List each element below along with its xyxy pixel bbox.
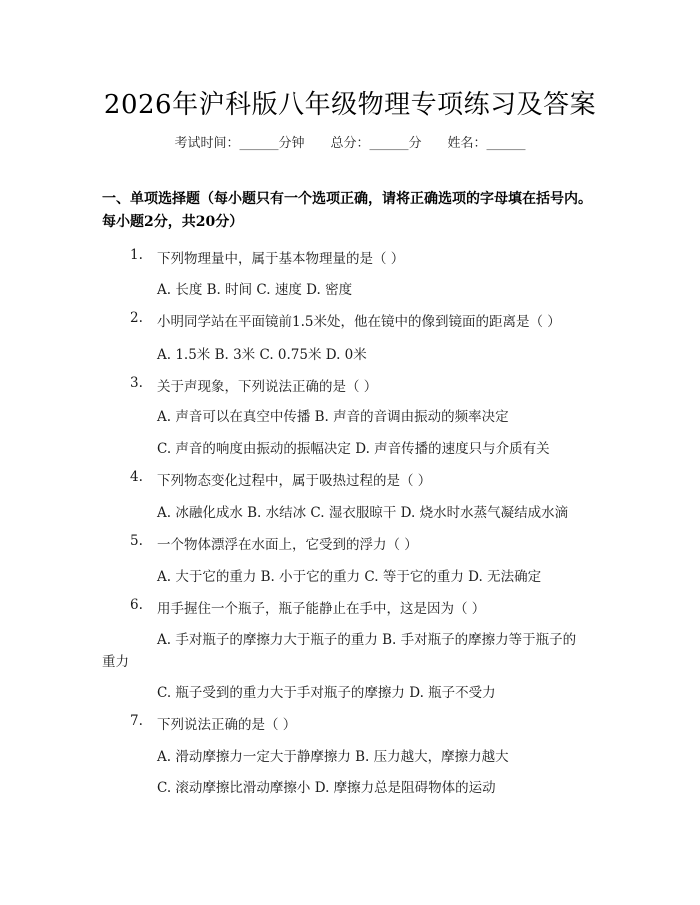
question-options: C. 瓶子受到的重力大于手对瓶子的摩擦力 D. 瓶子不受力 [157, 685, 496, 701]
question-number: 2. [130, 310, 143, 326]
question-number: 5. [130, 533, 143, 549]
question-text: 下列物态变化过程中，属于吸热过程的是（ ） [157, 473, 432, 489]
question-number: 7. [130, 713, 143, 729]
question-options: A. 手对瓶子的摩擦力大于瓶子的重力 B. 手对瓶子的摩擦力等于瓶子的 [157, 632, 577, 648]
section-heading: 一、单项选择题（每小题只有一个选项正确，请将正确选项的字母填在括号内。每小题2分，共20分） [102, 191, 592, 230]
question-text: 小明同学站在平面镜前1.5米处，他在镜中的像到镜面的距离是（ ） [157, 314, 561, 330]
question-number: 4. [130, 469, 143, 485]
question-options: C. 声音的响度由振动的振幅决定 D. 声音传播的速度只与介质有关 [157, 441, 550, 457]
question-options: A. 冰融化成水 B. 水结冰 C. 湿衣服晾干 D. 烧水时水蒸气凝结成水滴 [157, 505, 569, 521]
question-text: 一个物体漂浮在水面上，它受到的浮力（ ） [157, 537, 418, 553]
exam-meta [0, 132, 700, 151]
question-text: 关于声现象，下列说法正确的是（ ） [157, 379, 378, 395]
total-score-field: 总分：______分 [330, 136, 422, 151]
question-text: 下列物理量中，属于基本物理量的是（ ） [157, 251, 405, 267]
page-title: 2026年沪科版八年级物理专项练习及答案 [103, 90, 597, 120]
question-text: 用手握住一个瓶子，瓶子能静止在手中，这是因为（ ） [157, 601, 486, 617]
question-options: C. 滚动摩擦比滑动摩擦小 D. 摩擦力总是阻碍物体的运动 [157, 780, 496, 796]
exam-time-field: 考试时间：______分钟 [174, 136, 305, 151]
question-number: 3. [130, 375, 143, 391]
question-options: A. 大于它的重力 B. 小于它的重力 C. 等于它的重力 D. 无法确定 [157, 569, 542, 585]
question-number: 1. [130, 247, 143, 263]
question-options: A. 1.5米 B. 3米 C. 0.75米 D. 0米 [157, 347, 367, 363]
question-options: A. 长度 B. 时间 C. 速度 D. 密度 [157, 282, 353, 298]
question-options: A. 滑动摩擦力一定大于静摩擦力 B. 压力越大，摩擦力越大 [157, 749, 509, 765]
question-number: 6. [130, 597, 143, 613]
question-text: 下列说法正确的是（ ） [157, 717, 297, 733]
question-options-continued: 重力 [102, 654, 129, 670]
student-name-field: 姓名：______ [447, 136, 526, 151]
question-options: A. 声音可以在真空中传播 B. 声音的音调由振动的频率决定 [157, 409, 509, 425]
